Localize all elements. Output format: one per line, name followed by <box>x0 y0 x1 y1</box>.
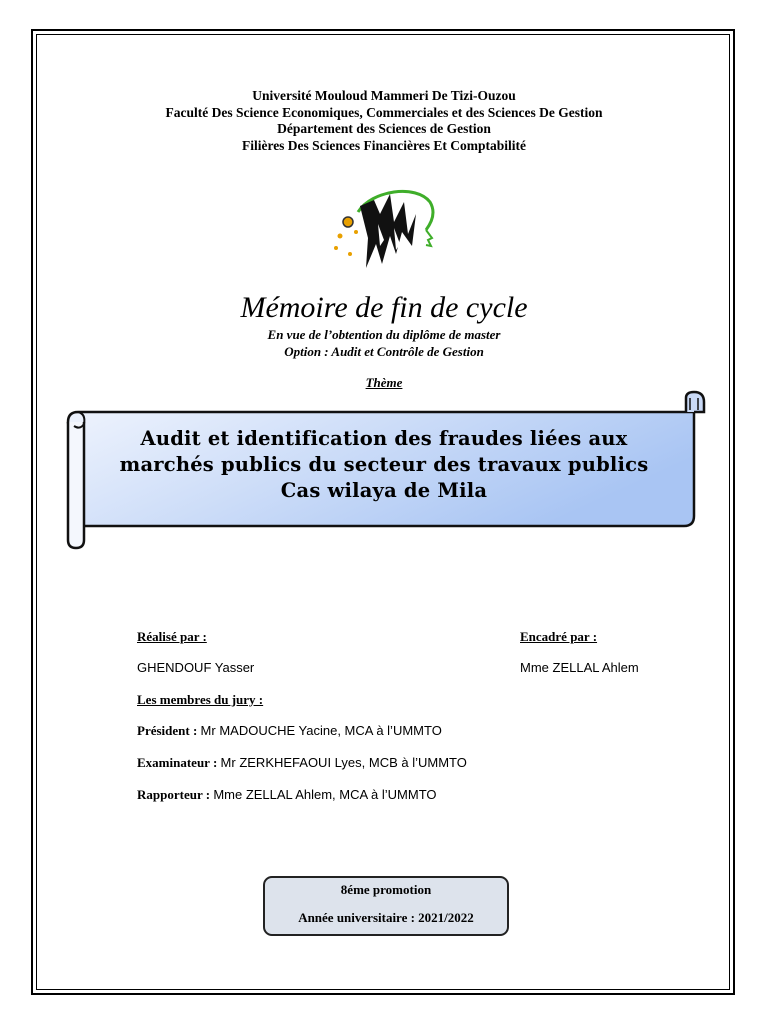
jury-role: Examinateur : <box>137 755 218 770</box>
academic-year: Année universitaire : 2021/2022 <box>298 910 474 925</box>
stream-name: Filières Des Sciences Financières Et Comptabilité <box>241 138 527 153</box>
document-subtitle: En vue de l’obtention du diplôme de master <box>267 327 501 342</box>
realise-label: Réalisé par : <box>137 629 207 644</box>
theme-line-3: Cas wilaya de Mila <box>280 479 488 502</box>
jury-role: Rapporteur : <box>137 787 211 802</box>
jury-name: Mr MADOUCHE Yacine, MCA à l’UMMTO <box>200 723 442 738</box>
theme-label: Thème <box>365 375 403 390</box>
jury-label: Les membres du jury : <box>137 692 264 707</box>
supervisor-name: Mme ZELLAL Ahlem <box>520 660 639 675</box>
university-logo <box>320 184 444 274</box>
faculty-name: Faculté Des Science Economiques, Commerciales et des Sciences De Gestion <box>165 105 603 120</box>
promotion-text: 8éme promotion <box>340 882 432 897</box>
jury-name: Mr ZERKHEFAOUI Lyes, MCB à l’UMMTO <box>220 755 467 770</box>
jury-member-president <box>137 723 442 739</box>
jury-member-rapporteur <box>137 787 437 803</box>
jury-name: Mme ZELLAL Ahlem, MCA à l’UMMTO <box>213 787 437 802</box>
theme-line-1: Audit et identification des fraudes liées aux <box>140 427 628 450</box>
document-title: Mémoire de fin de cycle <box>240 291 528 324</box>
university-name: Université Mouloud Mammeri De Tizi-Ouzou <box>252 88 516 103</box>
jury-role: Président : <box>137 723 198 738</box>
department-name: Département des Sciences de Gestion <box>277 121 491 136</box>
theme-title <box>82 426 686 504</box>
document-option: Option : Audit et Contrôle de Gestion <box>284 344 484 359</box>
jury-member-examinateur <box>137 755 467 771</box>
promotion-box <box>263 876 509 936</box>
theme-line-2: marchés publics du secteur des travaux publics <box>119 453 649 476</box>
encadre-label: Encadré par : <box>520 629 598 644</box>
author-name: GHENDOUF Yasser <box>137 660 255 675</box>
